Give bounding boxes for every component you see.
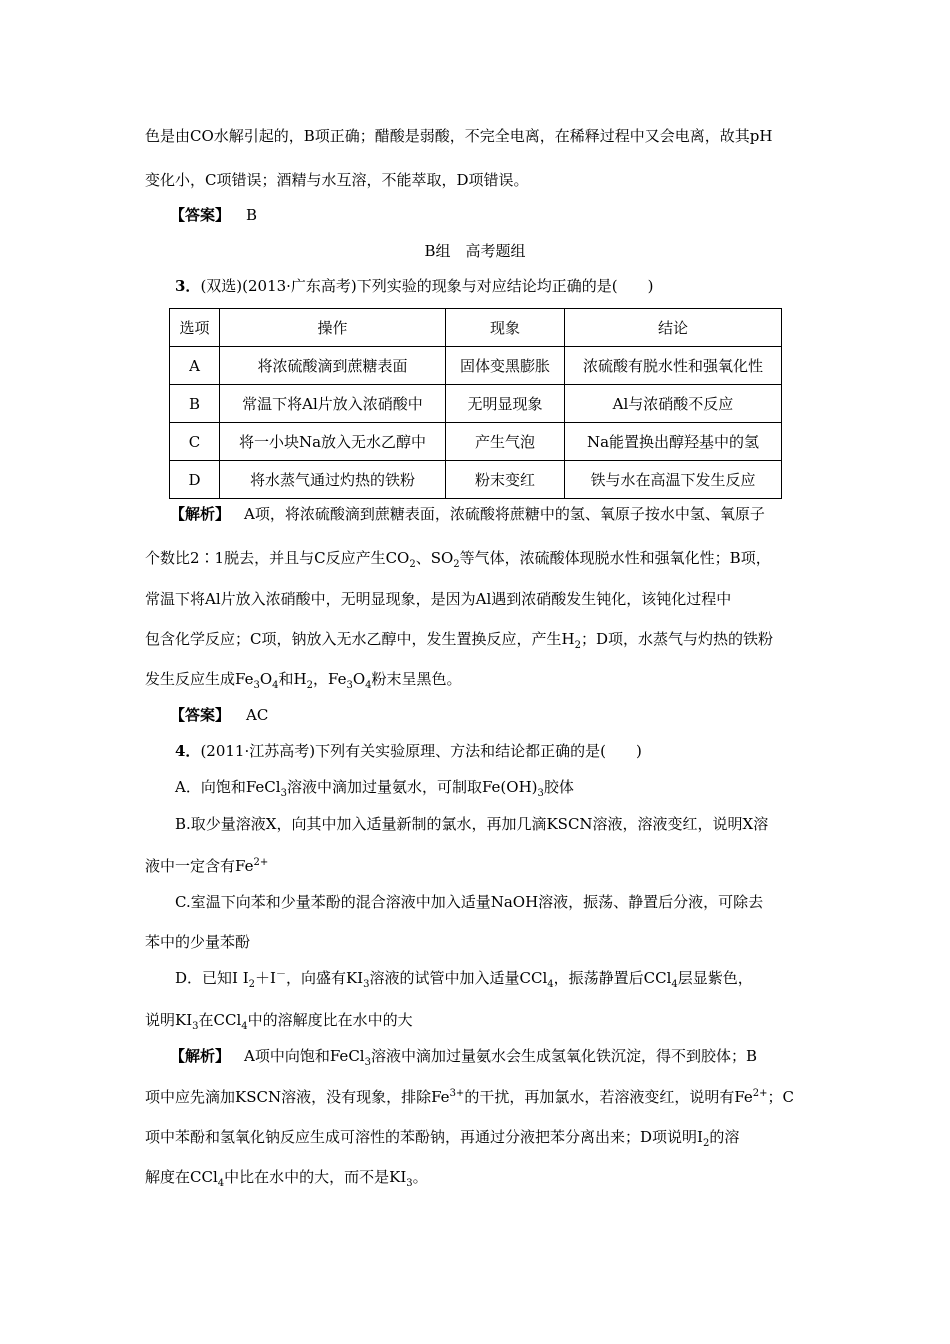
q3-analysis-line-4: [145, 629, 773, 649]
text-seg: 项中苯酚和氢氧化钠反应生成可溶性的苯酚钠，再通过分液把苯分离出来；D项说明I: [145, 1128, 703, 1146]
analysis-text: A项，将浓硫酸滴到蔗糖表面，浓硫酸将蔗糖中的氢、氧原子按水中氢、氧原子: [244, 505, 765, 523]
subscript: 4: [217, 1178, 225, 1189]
text-seg: ，Fe: [313, 670, 347, 688]
text-seg: ；C: [767, 1088, 795, 1106]
q4-option-c-line-2: 苯中的少量苯酚: [145, 933, 251, 951]
text-seg: 溶液的试管中加入适量CCl: [369, 969, 548, 987]
superscript: －: [275, 969, 286, 980]
q4-option-b-line-1: B.取少量溶液X，向其中加入适量新制的氯水，再加几滴KSCN溶液，溶液变红，说明X溶: [175, 815, 769, 833]
table-cell: 无明显现象: [446, 385, 565, 423]
subscript: 2: [306, 680, 313, 691]
text-seg: 、SO: [415, 549, 454, 567]
analysis-label: 【解析】: [170, 505, 231, 523]
subscript: 4: [547, 979, 554, 990]
table-row: [170, 461, 782, 499]
subscript: 3: [364, 1057, 371, 1068]
subscript: 2: [574, 640, 581, 651]
table-row: [170, 385, 782, 423]
subscript: 3: [253, 680, 260, 691]
q3-analysis-line-2: [145, 548, 771, 568]
answer-label: 【答案】: [170, 206, 231, 224]
text-seg: D．已知I I: [175, 969, 249, 987]
q4-option-b-line-2: [145, 856, 268, 876]
text-seg: 中比在水中的大，而不是KI: [224, 1168, 407, 1186]
subscript: 3: [363, 979, 370, 990]
table-header-row: [170, 309, 782, 347]
subscript: 2: [248, 979, 256, 990]
subscript: 2: [702, 1138, 710, 1149]
table-cell: 铁与水在高温下发生反应: [565, 461, 782, 499]
q4-option-c-line-1: C.室温下向苯和少量苯酚的混合溶液中加入适量NaOH溶液，振荡、静置后分液，可除去: [175, 893, 764, 911]
text-seg: 解度在CCl: [145, 1168, 218, 1186]
text-seg: 发生反应生成Fe: [145, 670, 254, 688]
text-seg: 溶液中滴加过量氨水会生成氢氧化铁沉淀，得不到胶体；B: [370, 1047, 757, 1065]
text-seg: 和H: [278, 670, 307, 688]
q4-number: 4．: [175, 742, 201, 760]
prev-analysis-line-2: 变化小，C项错误；酒精与水互溶，不能萃取，D项错误。: [145, 171, 529, 189]
table-row: [170, 347, 782, 385]
table-cell: Al与浓硝酸不反应: [565, 385, 782, 423]
subscript: 3: [280, 788, 287, 799]
prev-answer: [170, 205, 257, 225]
subscript: 3: [192, 1021, 199, 1032]
answer-label: 【答案】: [170, 706, 231, 724]
q4-stem-text: (2011·江苏高考)下列有关实验原理、方法和结论都正确的是( ): [200, 742, 642, 760]
q4-analysis-line-2: [145, 1087, 794, 1107]
text-seg: 项中应先滴加KSCN溶液，没有现象，排除Fe: [145, 1088, 450, 1106]
text-seg: ，振荡静置后CCl: [553, 969, 672, 987]
table-cell: A: [170, 347, 220, 385]
q4-analysis-line-1: [170, 1046, 757, 1066]
table-cell: B: [170, 385, 220, 423]
text-seg: O: [259, 670, 273, 688]
q3-number: 3．: [175, 277, 201, 295]
q3-analysis-line-5: [145, 669, 462, 689]
q3-answer: [170, 705, 268, 725]
text-seg: 溶液中滴加过量氨水，可制取Fe(OH): [286, 778, 538, 796]
table-cell: 产生气泡: [446, 423, 565, 461]
q4-option-d-line-2: [145, 1010, 413, 1030]
table-cell: Na能置换出醇羟基中的氢: [565, 423, 782, 461]
superscript: 3+: [449, 1088, 465, 1099]
subscript: 4: [671, 979, 678, 990]
text-seg: O: [352, 670, 366, 688]
table-row: [170, 423, 782, 461]
q4-option-a: [175, 777, 574, 797]
table-cell: 将一小块Na放入无水乙醇中: [220, 423, 446, 461]
text-seg: ，向盛有KI: [285, 969, 364, 987]
table-header-cell: 操作: [220, 309, 446, 347]
q4-analysis-line-3: [145, 1127, 739, 1147]
table-cell: D: [170, 461, 220, 499]
text-seg: 胶体: [543, 778, 574, 796]
superscript: 2+: [253, 857, 269, 868]
table-header-cell: 结论: [565, 309, 782, 347]
q3-analysis-line-1: [170, 504, 765, 524]
subscript: 3: [537, 788, 544, 799]
table-cell: 常温下将Al片放入浓硝酸中: [220, 385, 446, 423]
q4-analysis-line-4: [145, 1167, 428, 1187]
q4-option-d-line-1: [175, 968, 753, 988]
text-seg: ＋I: [255, 969, 276, 987]
superscript: 2+: [752, 1088, 768, 1099]
answer-value: AC: [246, 706, 269, 724]
subscript: 3: [346, 680, 353, 691]
q4-stem: [175, 741, 642, 761]
table-cell: C: [170, 423, 220, 461]
table-cell: 粉末变红: [446, 461, 565, 499]
text-seg: 包含化学反应；C项，钠放入无水乙醇中，发生置换反应，产生H: [145, 630, 575, 648]
analysis-label: 【解析】: [170, 1047, 231, 1065]
text-seg: 的溶: [709, 1128, 740, 1146]
subscript: 3: [406, 1178, 413, 1189]
table-cell: 将水蒸气通过灼热的铁粉: [220, 461, 446, 499]
table-cell: 固体变黑膨胀: [446, 347, 565, 385]
subscript: 2: [409, 559, 416, 570]
text-seg: 中的溶解度比在水中的大: [247, 1011, 413, 1029]
answer-value: B: [246, 206, 258, 224]
subscript: 4: [272, 680, 279, 691]
table-cell: 将浓硫酸滴到蔗糖表面: [220, 347, 446, 385]
text-seg: A．向饱和FeCl: [175, 778, 281, 796]
section-title: B组 高考题组: [424, 242, 526, 260]
q3-table: [169, 308, 782, 499]
q3-analysis-line-3: 常温下将Al片放入浓硝酸中，无明显现象，是因为Al遇到浓硝酸发生钝化，该钝化过程中: [145, 590, 732, 608]
table-header-cell: 现象: [446, 309, 565, 347]
text-seg: 。: [412, 1168, 428, 1186]
text-seg: 个数比2∶1脱去，并且与C反应产生CO: [145, 549, 410, 567]
q3-stem-text: (双选)(2013·广东高考)下列实验的现象与对应结论均正确的是( ): [200, 277, 654, 295]
subscript: 2: [453, 559, 460, 570]
text-seg: 的干扰，再加氯水，若溶液变红，说明有Fe: [464, 1088, 753, 1106]
text-seg: 液中一定含有Fe: [145, 857, 254, 875]
text-seg: 说明KI: [145, 1011, 193, 1029]
text-seg: 层显紫色，: [677, 969, 753, 987]
table-header-cell: 选项: [170, 309, 220, 347]
text-seg: ；D项，水蒸气与灼热的铁粉: [580, 630, 773, 648]
table-cell: 浓硫酸有脱水性和强氧化性: [565, 347, 782, 385]
subscript: 4: [241, 1021, 248, 1032]
text-seg: 等气体，浓硫酸体现脱水性和强氧化性；B项，: [459, 549, 771, 567]
q3-stem: [175, 276, 654, 296]
text-seg: 粉末呈黑色。: [371, 670, 462, 688]
prev-analysis-line-1: 色是由CO水解引起的，B项正确；醋酸是弱酸，不完全电离，在稀释过程中又会电离，故其pH: [145, 127, 773, 145]
text-seg: A项中向饱和FeCl: [244, 1047, 365, 1065]
text-seg: 在CCl: [198, 1011, 242, 1029]
subscript: 4: [365, 680, 372, 691]
